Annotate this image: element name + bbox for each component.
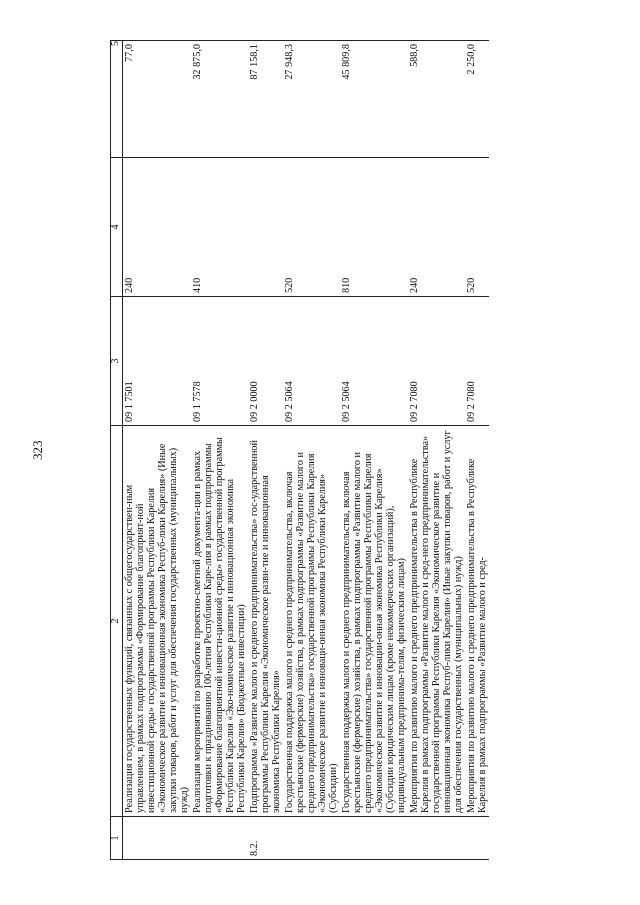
row-description: Мероприятия по развитию малого и среднего предпринимательства в Республике Карелия в рамках подпрограммы «Развитие малого и сред-	[465, 426, 489, 817]
table-row	[248, 41, 283, 860]
row-number	[191, 817, 248, 860]
row-number	[408, 817, 465, 860]
row-description: Государственная поддержка малого и среднего предпринимательства, включая крестьянские (фермерские) хозяйства, в рамках подпрограммы «Развитие малого и среднего предпринимательства» государственной программы Республики Карелия «Экономическое развитие и инноваци-онная экономика Республики Карелия» (Субсидии)	[283, 426, 340, 817]
row-code: 09 2 0000	[248, 297, 283, 426]
table-row	[122, 41, 191, 860]
row-amount: 27 948,3	[283, 41, 340, 158]
row-description: Мероприятия по развитию малого и среднего предпринимательства в Республике Карелия в рамках подпрограммы «Развитие малого и сред-него предпринимательства» государственной программы Республики Карелия «Экономическое развитие и инновационная экономика Респуб-лики Карелия» (Иные закупки товаров, работ и услуг для обеспечения государственных (муниципальных) нужд)	[408, 426, 465, 817]
row-description: Реализация государственных функций, связанных с общегосударствен-ным управлением, в рамках подпрограммы «Формирование благоприят-ной инвестиционной среды» государственной программы Республики Карелия «Экономическое развитие и инновационная экономика Респуб-лики Карелия» (Иные закупки товаров, работ и услуг для обеспечения государственных (муниципальных) нужд)	[122, 426, 191, 817]
row-amount: 87 158,1	[248, 41, 283, 158]
header-col-5: 5	[111, 41, 123, 158]
row-description: Государственная поддержка малого и среднего предпринимательства, включая крестьянские (фермерские) хозяйства, в рамках подпрограммы «Развитие малого и среднего предпринимательства» государственной программы Республики Карелия «Экономическое развитие и инновации-онная экономика Республики Карелия» (Субсидии юридическим лицам (кроме некоммерческих организаций), индивидуальным предпринима-телям, физическим лицам)	[340, 426, 408, 817]
header-col-1: 1	[111, 817, 123, 860]
row-type: 240	[122, 158, 191, 297]
row-number	[465, 817, 489, 860]
header-col-4: 4	[111, 158, 123, 297]
header-col-2: 2	[111, 426, 123, 817]
header-col-3: 3	[111, 297, 123, 426]
table-row	[340, 41, 408, 860]
row-type: 410	[191, 158, 248, 297]
row-type: 240	[408, 158, 465, 297]
row-code: 09 2 5064	[283, 297, 340, 426]
row-number: 8.2.	[248, 817, 283, 860]
table-row	[283, 41, 340, 860]
row-code: 09 2 7080	[465, 297, 489, 426]
table-row	[465, 41, 489, 860]
header-row	[111, 41, 123, 860]
row-code: 09 1 7501	[122, 297, 191, 426]
row-description: Реализация мероприятий по разработке проектно-сметной документа-ции в рамках подготовки к празднованию 100-летия Республики Каре-лия в рамках подпрограммы «Формирование благоприятной инвести-ционной среды» государственной программы Республики Карелия «Эко-номическое развитие и инновационная экономика Республики Карелия» (Бюджетные инвестиции)	[191, 426, 248, 817]
page-number: 323	[30, 440, 45, 460]
row-code: 09 1 7578	[191, 297, 248, 426]
row-type: 520	[283, 158, 340, 297]
row-code: 09 2 7080	[408, 297, 465, 426]
table-row	[191, 41, 248, 860]
row-amount: 45 809,8	[340, 41, 408, 158]
row-type: 810	[340, 158, 408, 297]
row-amount: 2 250,0	[465, 41, 489, 158]
row-type	[248, 158, 283, 297]
table-row	[408, 41, 465, 860]
row-description: Подпрограмма «Развитие малого и среднего предпринимательства» гос-ударственной программы Республики Карелия «Экономическое разви-тие и инновационная экономика Республики Карелия»	[248, 426, 283, 817]
row-code: 09 2 5064	[340, 297, 408, 426]
row-amount: 588,0	[408, 41, 465, 158]
row-type: 520	[465, 158, 489, 297]
row-number	[340, 817, 408, 860]
row-number	[283, 817, 340, 860]
budget-table	[110, 40, 489, 860]
row-amount: 77,0	[122, 41, 191, 158]
row-amount: 32 875,0	[191, 41, 248, 158]
row-number	[122, 817, 191, 860]
budget-table-page	[110, 40, 610, 860]
